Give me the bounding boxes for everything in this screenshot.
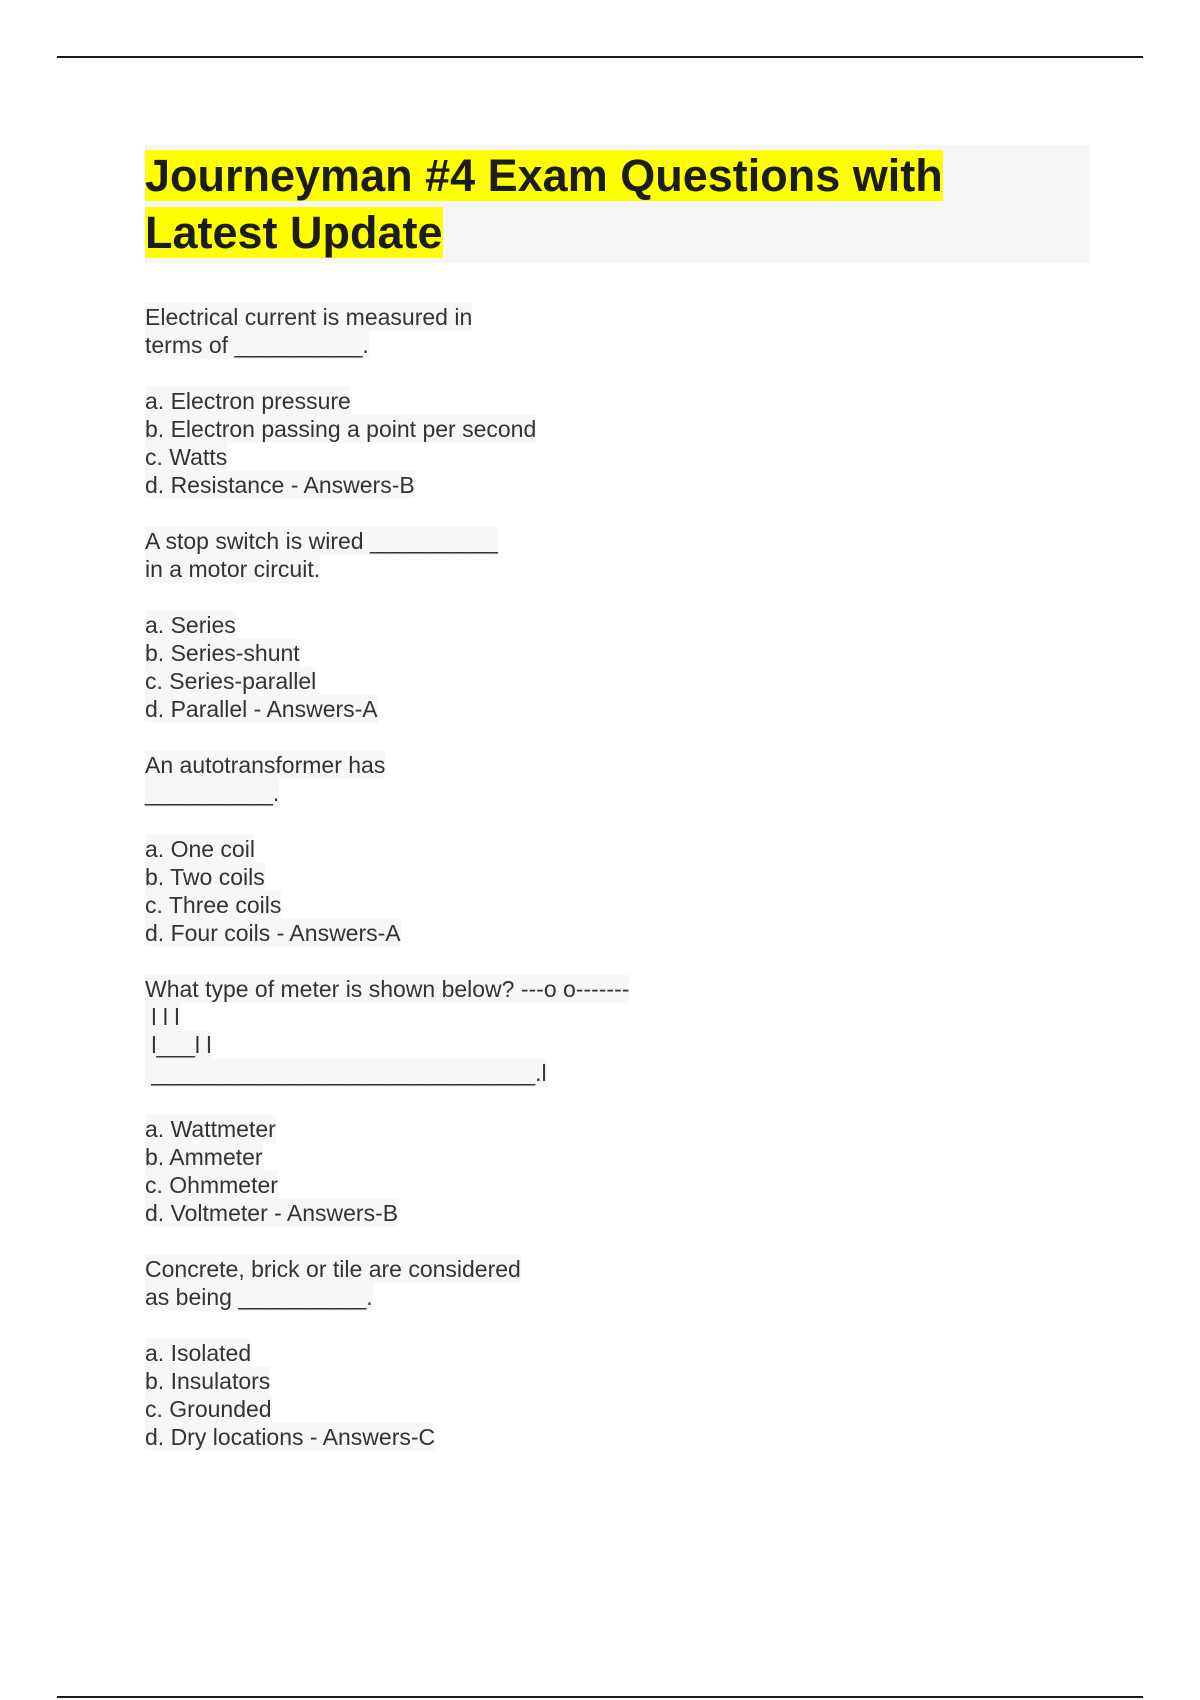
question-4 — [145, 975, 1090, 1227]
document-title — [145, 147, 1090, 261]
question-prompt — [145, 751, 1090, 807]
question-1 — [145, 303, 1090, 499]
prompt-line: Concrete, brick or tile are considered — [145, 1256, 521, 1282]
prompt-line: An autotransformer has — [145, 752, 386, 778]
meter-diagram-line: ______________________________.l — [145, 1060, 547, 1086]
option-a: a. Series — [145, 612, 236, 638]
option-c: c. Grounded — [145, 1396, 272, 1422]
option-d-answer: d. Dry locations - Answers-C — [145, 1424, 436, 1450]
question-2 — [145, 527, 1090, 723]
header-rule — [57, 56, 1143, 58]
prompt-line: in a motor circuit. — [145, 556, 321, 582]
option-b: b. Ammeter — [145, 1144, 263, 1170]
prompt-line: A stop switch is wired __________ — [145, 528, 498, 554]
prompt-line: __________. — [145, 780, 280, 806]
meter-diagram-line: l l l — [145, 1004, 180, 1030]
meter-diagram-line: l___l l — [145, 1032, 212, 1058]
question-prompt — [145, 1255, 1090, 1311]
option-a: a. Isolated — [145, 1340, 252, 1366]
option-c: c. Ohmmeter — [145, 1172, 278, 1198]
question-options — [145, 835, 1090, 947]
prompt-line: terms of __________. — [145, 332, 369, 358]
option-d-answer: d. Resistance - Answers-B — [145, 472, 415, 498]
footer-rule — [57, 1696, 1143, 1698]
option-a: a. Wattmeter — [145, 1116, 276, 1142]
option-d-answer: d. Parallel - Answers-A — [145, 696, 378, 722]
prompt-line: Electrical current is measured in — [145, 304, 473, 330]
question-3 — [145, 751, 1090, 947]
title-line-1: Journeyman #4 Exam Questions with — [145, 150, 943, 201]
option-b: b. Electron passing a point per second — [145, 416, 537, 442]
option-d-answer: d. Four coils - Answers-A — [145, 920, 401, 946]
option-a: a. One coil — [145, 836, 255, 862]
question-options — [145, 387, 1090, 499]
option-b: b. Insulators — [145, 1368, 271, 1394]
prompt-line: as being __________. — [145, 1284, 373, 1310]
prompt-line: What type of meter is shown below? ---o o------- — [145, 976, 630, 1002]
option-d-answer: d. Voltmeter - Answers-B — [145, 1200, 399, 1226]
option-c: c. Watts — [145, 444, 228, 470]
option-b: b. Two coils — [145, 864, 265, 890]
question-options — [145, 1339, 1090, 1451]
option-c: c. Three coils — [145, 892, 282, 918]
document-body — [145, 145, 1090, 1451]
question-prompt — [145, 975, 1090, 1087]
question-prompt — [145, 303, 1090, 359]
question-prompt — [145, 527, 1090, 583]
question-options — [145, 1115, 1090, 1227]
option-b: b. Series-shunt — [145, 640, 300, 666]
question-5 — [145, 1255, 1090, 1451]
question-options — [145, 611, 1090, 723]
option-c: c. Series-parallel — [145, 668, 317, 694]
title-block — [145, 145, 1090, 263]
title-line-2: Latest Update — [145, 207, 443, 258]
option-a: a. Electron pressure — [145, 388, 351, 414]
